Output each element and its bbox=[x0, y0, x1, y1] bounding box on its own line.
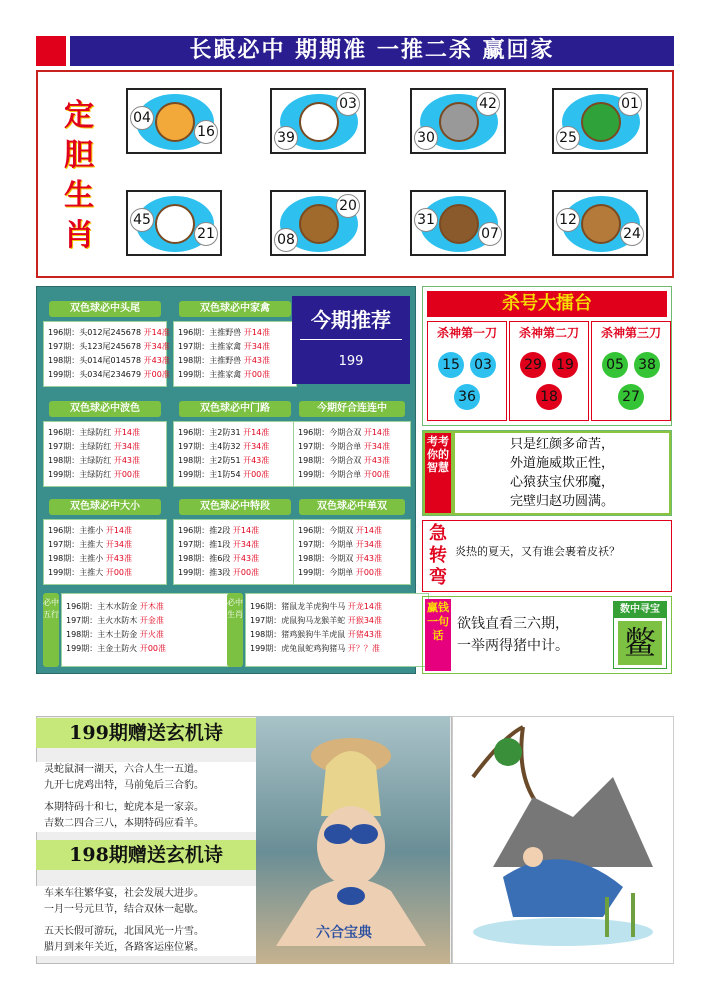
money-line: 欲钱直看三六期， bbox=[457, 616, 569, 632]
zodiac-number: 08 bbox=[274, 228, 298, 252]
zodiac-number: 39 bbox=[274, 126, 298, 150]
panel-row: 198期：猪鸡猴狗牛羊虎鼠 开猪43准 bbox=[250, 630, 383, 639]
treasure-box bbox=[613, 601, 667, 669]
recommend-box bbox=[292, 296, 410, 384]
beach-photo bbox=[256, 716, 450, 964]
poem198-body bbox=[36, 886, 258, 956]
wisdom-poem bbox=[455, 433, 669, 513]
panel-row: 197期：主推大 开34准 bbox=[48, 540, 133, 549]
zodiac-number: 30 bbox=[414, 126, 438, 150]
panel-tw bbox=[43, 321, 170, 387]
treasure-title: 数中寻宝 bbox=[614, 602, 666, 618]
zodiac-label: 定胆生肖 bbox=[64, 98, 94, 253]
zodiac-number: 16 bbox=[194, 120, 218, 144]
kill-number: 36 bbox=[454, 384, 480, 410]
kill-number: 29 bbox=[520, 352, 546, 378]
wisdom-line: 完壁归赵功圆满。 bbox=[509, 494, 614, 509]
kill-number: 05 bbox=[602, 352, 628, 378]
panel-row: 197期：推1段 开34准 bbox=[178, 540, 260, 549]
turn-panel bbox=[422, 520, 672, 592]
watermark: 六合宝典 bbox=[316, 925, 372, 941]
zodiac-panel bbox=[36, 70, 674, 278]
poem-line: 一月一号元旦节，结合双休一起歇。 bbox=[44, 904, 204, 915]
dog-icon bbox=[299, 204, 339, 244]
panel-row: 198期：今期双 开43准 bbox=[298, 554, 383, 563]
poem-line: 五天长假可游玩，北国风光一片雪。 bbox=[44, 926, 204, 937]
panel-row: 198期：主推小 开43准 bbox=[48, 554, 133, 563]
turn-label: 急转弯 bbox=[429, 523, 447, 588]
panel-header-ds: 双色球必中单双 bbox=[299, 499, 405, 515]
kill-number: 18 bbox=[536, 384, 562, 410]
panel-ml bbox=[173, 421, 297, 487]
panel-row: 198期：头014尾014578 开43准 bbox=[48, 356, 170, 365]
panel-header-td: 双色球必中特段 bbox=[179, 499, 291, 515]
zodiac-number: 42 bbox=[476, 92, 500, 116]
recommend-title: 今期推荐 bbox=[311, 308, 391, 332]
kill-number: 38 bbox=[634, 352, 660, 378]
kill-title: 杀号大擂台 bbox=[427, 291, 667, 317]
kill-number: 03 bbox=[470, 352, 496, 378]
panel-row: 196期：主2防31 开14准 bbox=[178, 428, 270, 437]
rabbit-icon bbox=[299, 102, 339, 142]
panel-header-tw: 双色球必中头尾 bbox=[49, 301, 161, 317]
kill-column-title: 杀神第一刀 bbox=[436, 326, 497, 340]
panel-header-dx: 双色球必中大小 bbox=[49, 499, 161, 515]
zodiac-card-ox bbox=[552, 190, 648, 256]
zodiac-number: 04 bbox=[130, 106, 154, 130]
panel-row: 196期：主木水防金 开木准 bbox=[66, 602, 164, 611]
kill-column bbox=[591, 321, 671, 421]
zodiac-number: 31 bbox=[414, 208, 438, 232]
panel-row: 197期：虎鼠狗马龙猴羊蛇 开猴34准 bbox=[250, 616, 383, 625]
panel-wx bbox=[61, 593, 241, 667]
kill-column bbox=[509, 321, 589, 421]
panel-header-jq: 双色球必中家禽 bbox=[179, 301, 291, 317]
panel-row: 197期：今期单 开34准 bbox=[298, 540, 383, 549]
panel-dx bbox=[43, 519, 167, 585]
kill-column-title: 杀神第三刀 bbox=[600, 326, 661, 340]
panel-row: 196期：今期双 开14准 bbox=[298, 526, 383, 535]
panel-row: 196期：猪鼠龙羊虎狗牛马 开龙14准 bbox=[250, 602, 383, 611]
panel-bs bbox=[43, 421, 167, 487]
panel-header-ml: 双色球必中门路 bbox=[179, 401, 291, 417]
zodiac-number: 24 bbox=[620, 222, 644, 246]
kill-column bbox=[427, 321, 507, 421]
zodiac-card-dog bbox=[270, 190, 366, 256]
panel-row: 199期：主金土防火 开00准 bbox=[66, 644, 167, 653]
panel-row: 198期：主2防51 开43准 bbox=[178, 456, 270, 465]
zodiac-number: 21 bbox=[194, 222, 218, 246]
kill-panel bbox=[422, 286, 672, 426]
poem-line: 灵蛇鼠洞一湖天，六合人生一五道。 bbox=[44, 764, 204, 775]
poem-line: 本期特码十和七，蛇虎本是一家亲。 bbox=[44, 802, 204, 813]
money-label: 赢钱一句话 bbox=[425, 599, 451, 671]
panel-row: 197期：主4防32 开34准 bbox=[178, 442, 270, 451]
zodiac-card-rat bbox=[410, 88, 506, 154]
kill-number: 27 bbox=[618, 384, 644, 410]
rat-icon bbox=[439, 102, 479, 142]
poem-line: 吉数二四合三八，本期特码应看羊。 bbox=[44, 818, 204, 829]
panel-row: 199期：主推家禽 开00准 bbox=[178, 370, 271, 379]
panel-row: 198期：今期合双 开43准 bbox=[298, 456, 391, 465]
scholar-painting bbox=[453, 717, 675, 965]
panel-row: 196期：主绿防红 开14准 bbox=[48, 428, 141, 437]
zodiac-number: 03 bbox=[336, 92, 360, 116]
money-line: 一举两得猪中计。 bbox=[457, 638, 569, 654]
panel-row: 196期：今期合双 开14准 bbox=[298, 428, 391, 437]
zodiac-number: 20 bbox=[336, 194, 360, 218]
recommend-value: 199 bbox=[338, 354, 364, 369]
panel-ds bbox=[293, 519, 411, 585]
painting bbox=[452, 716, 674, 964]
panel-td bbox=[173, 519, 297, 585]
panel-row: 198期：主推野兽 开43准 bbox=[178, 356, 271, 365]
panel-row: 199期：头034尾234679 开00准 bbox=[48, 370, 170, 379]
panel-row: 197期：今期合单 开34准 bbox=[298, 442, 391, 451]
panel-row: 198期：推6段 开43准 bbox=[178, 554, 260, 563]
zodiac-number: 07 bbox=[478, 222, 502, 246]
panel-row: 196期：头012尾245678 开14准 bbox=[48, 328, 170, 337]
panel-row: 197期：主火水防木 开金准 bbox=[66, 616, 164, 625]
panel-row: 199期：推3段 开00准 bbox=[178, 568, 260, 577]
zodiac-card-rooster bbox=[126, 190, 222, 256]
wisdom-label: 考考你的智慧 bbox=[425, 433, 451, 513]
panel-header-sx: 必中生肖 bbox=[227, 593, 243, 667]
panel-header-wx: 必中五行 bbox=[43, 593, 59, 667]
wisdom-line: 只是红颜多命苦， bbox=[509, 437, 614, 452]
panel-header-bs: 双色球必中波色 bbox=[49, 401, 161, 417]
panel-jq bbox=[173, 321, 297, 387]
panel-header-hh: 今期好合连连中 bbox=[299, 401, 405, 417]
panel-row: 199期：今期合单 开00准 bbox=[298, 470, 391, 479]
panel-row: 196期：主推野兽 开14准 bbox=[178, 328, 271, 337]
kill-column-title: 杀神第二刀 bbox=[518, 326, 579, 340]
money-text bbox=[457, 613, 607, 657]
zodiac-number: 45 bbox=[130, 208, 154, 232]
panel-row: 197期：主推家禽 开34准 bbox=[178, 342, 271, 351]
wisdom-line: 心猿获宝伏邪魔， bbox=[509, 475, 614, 490]
kill-number: 19 bbox=[552, 352, 578, 378]
panel-sx bbox=[245, 593, 429, 667]
zodiac-card-pig bbox=[410, 190, 506, 256]
panel-row: 199期：主推大 开00准 bbox=[48, 568, 133, 577]
zodiac-card-snake bbox=[552, 88, 648, 154]
red-square bbox=[36, 36, 66, 66]
pig-icon bbox=[439, 204, 479, 244]
panel-row: 199期：虎兔鼠蛇鸡狗猪马 开？？准 bbox=[250, 644, 380, 653]
poem199-title: 199期赠送玄机诗 bbox=[36, 718, 256, 748]
kill-number: 15 bbox=[438, 352, 464, 378]
zodiac-number: 12 bbox=[556, 208, 580, 232]
banner-title: 长跟必中 期期准 一推二杀 赢回家 bbox=[70, 36, 674, 66]
panel-row: 199期：今期单 开00准 bbox=[298, 568, 383, 577]
poem199-body bbox=[36, 762, 258, 832]
panel-row: 198期：主绿防红 开43准 bbox=[48, 456, 141, 465]
poem-line: 九开七虎鸡出特，马前兔后三合豹。 bbox=[44, 780, 204, 791]
zodiac-number: 01 bbox=[618, 92, 642, 116]
panel-row: 198期：主木土防金 开火准 bbox=[66, 630, 164, 639]
wisdom-line: 外道施威欺正性， bbox=[509, 456, 614, 471]
panel-row: 196期：主推小 开14准 bbox=[48, 526, 133, 535]
panel-row: 196期：推2段 开14准 bbox=[178, 526, 260, 535]
rooster-icon bbox=[155, 204, 195, 244]
ox-icon bbox=[581, 204, 621, 244]
panel-row: 197期：主绿防红 开34准 bbox=[48, 442, 141, 451]
turn-text: 炎热的夏天，又有谁会裹着皮袄？ bbox=[455, 545, 620, 558]
zodiac-number: 25 bbox=[556, 126, 580, 150]
zodiac-card-rabbit bbox=[270, 88, 366, 154]
tiger-icon bbox=[155, 102, 195, 142]
snake-icon bbox=[581, 102, 621, 142]
panel-row: 197期：头123尾245678 开34准 bbox=[48, 342, 170, 351]
poem-line: 车来车往繁华宴，社会发展大进步。 bbox=[44, 888, 204, 899]
money-panel bbox=[422, 596, 672, 674]
poem-line: 腊月到来年关近，各路客运座位紧。 bbox=[44, 942, 204, 953]
panel-row: 199期：主1防54 开00准 bbox=[178, 470, 270, 479]
wisdom-panel bbox=[422, 430, 672, 516]
panel-hh bbox=[293, 421, 411, 487]
zodiac-card-tiger bbox=[126, 88, 222, 154]
treasure-char: 鳖 bbox=[618, 621, 662, 665]
poem198-title: 198期赠送玄机诗 bbox=[36, 840, 256, 870]
panel-row: 199期：主绿防红 开00准 bbox=[48, 470, 141, 479]
